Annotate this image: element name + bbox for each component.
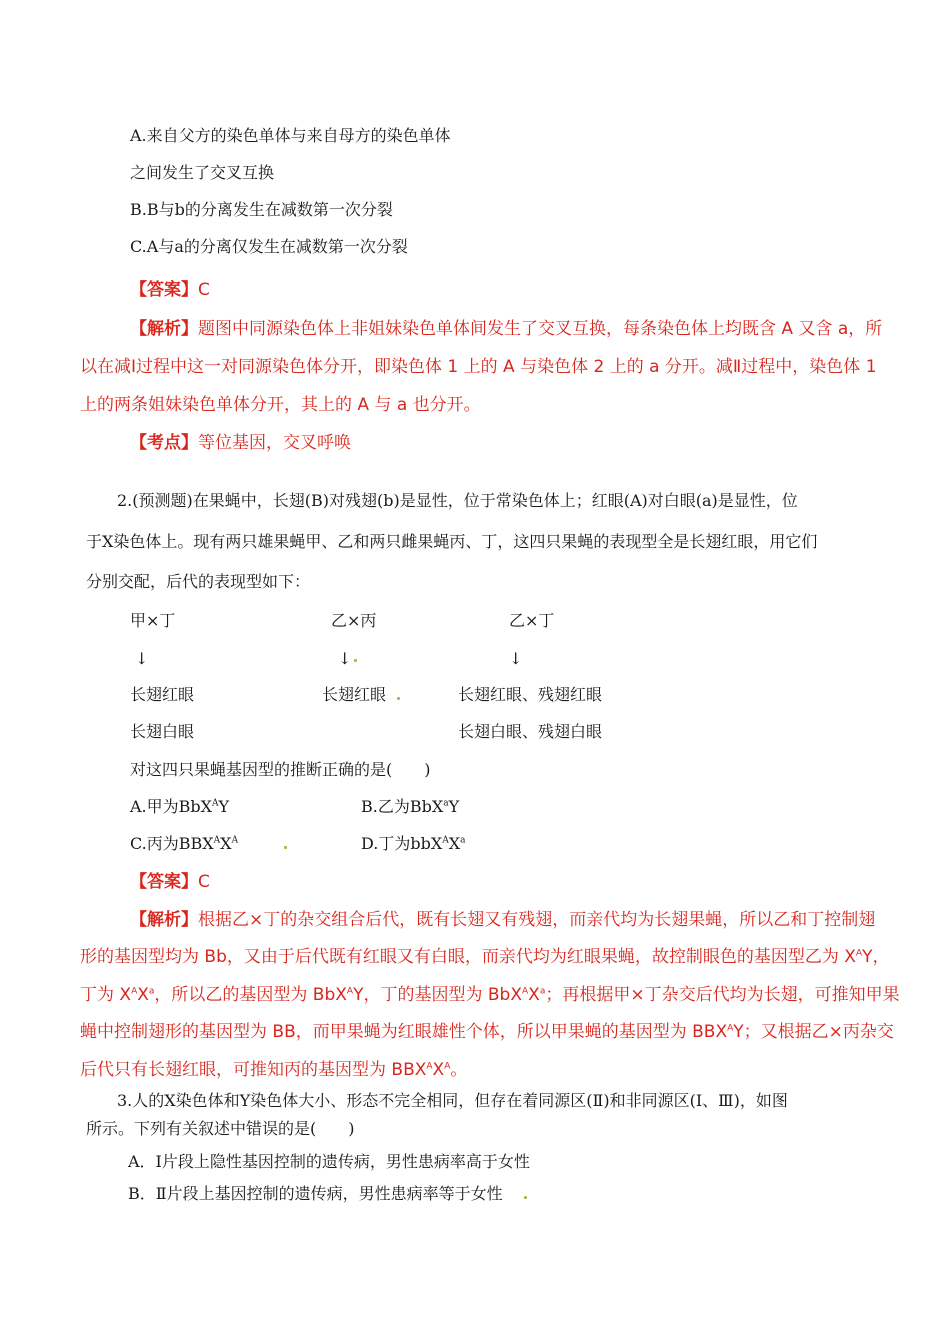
analysis-tag: 【解析】 [130,910,198,930]
cross-1-arrow: ↓ [135,649,149,668]
cross-3-offspring-1: 长翅红眼、残翅红眼 [458,685,603,704]
q1-analysis-line2: 以在减Ⅰ过程中这一对同源染色体分开，即染色体 1 上的 A 与染色体 2 上的 a 分开。减Ⅱ过程中，染色体 1 [80,357,877,377]
stray-dot [524,1196,527,1199]
q2-stem-line2: 于X染色体上。现有两只雄果蝇甲、乙和两只雌果蝇丙、丁，这四只果蝇的表现型全是长翅红眼，用它们 [86,532,818,551]
analysis-tag: 【解析】 [130,319,198,339]
stray-dot [354,659,357,662]
cross-3-offspring-2: 长翅白眼、残翅白眼 [458,722,603,741]
q1-analysis-line1: 【解析】题图中同源染色体上非姐妹染色单体间发生了交叉互换，每条染色体上均既含 A 又含 a，所 [130,319,883,339]
q3-option-a: A．Ⅰ片段上隐性基因控制的遗传病，男性患病率高于女性 [128,1152,530,1171]
stray-dot [284,846,287,849]
q2-analysis-line3: 丁为 $X^AX^a$，所以乙的基因型为 BbX$^A$Y，丁的基因型为 $BbX^AX^a$；再根据甲×丁杂交后代均为长翅，可推知甲果 [80,985,900,1005]
q1-option-b: B.B与b的分离发生在减数第一次分裂 [130,200,393,219]
q1-option-a-line1: A.来自父方的染色单体与来自母方的染色单体 [130,126,451,145]
q1-option-c: C.A与a的分离仅发生在减数第一次分裂 [130,237,408,256]
q2-option-a: A.甲为BbX$^A$Y [130,797,230,816]
q3-stem-line1: 3.人的X染色体和Y染色体大小、形态不完全相同，但存在着同源区(Ⅱ)和非同源区(Ⅰ、Ⅲ)，如图 [117,1091,788,1110]
q2-option-d: D.丁为$bbX^AX^a$ [361,834,466,853]
q2-analysis-line2: 形的基因型均为 Bb，又由于后代既有红眼又有白眼，而亲代均为红眼果蝇，故控制眼色的基因型乙为 $X^AY$， [80,947,890,967]
stray-dot [397,697,400,700]
q2-analysis-line4: 蝇中控制翅形的基因型为 BB，而甲果蝇为红眼雄性个体，所以甲果蝇的基因型为 $BBX^AY$；又根据乙×丙杂交 [80,1022,894,1042]
cross-2-offspring-1: 长翅红眼 [322,685,387,704]
cross-1-offspring-2: 长翅白眼 [130,722,195,741]
cross-2-arrow: ↓ [338,649,352,668]
q1-answer [130,279,210,301]
cross-1-parents: 甲×丁 [130,611,176,630]
cross-2-parents: 乙×丙 [331,611,377,630]
cross-3-arrow: ↓ [509,649,523,668]
q2-answer [130,871,210,893]
q2-stem-line1: 2.(预测题)在果蝇中，长翅(B)对残翅(b)是显性，位于常染色体上；红眼(A)对白眼(a)是显性，位 [117,491,798,510]
answer-value: C [198,872,210,892]
cross-3-parents: 乙×丁 [509,611,555,630]
q2-question: 对这四只果蝇基因型的推断正确的是( ) [130,760,431,779]
q2-stem-line3: 分别交配，后代的表现型如下： [86,572,311,591]
q2-analysis-line5: 后代只有长翅红眼，可推知丙的基因型为 $BBX^AX^A$。 [80,1060,468,1080]
q2-option-b: B.乙为BbX$^a$Y [361,797,460,816]
point-tag: 【考点】 [130,433,198,453]
q3-stem-line2: 所示。下列有关叙述中错误的是( ) [86,1119,355,1138]
cross-1-offspring-1: 长翅红眼 [130,685,195,704]
q2-option-c: C.丙为$BBX^AX^A$ [130,834,239,853]
answer-value: C [198,280,210,300]
answer-tag: 【答案】 [130,872,198,892]
q3-option-b: B．Ⅱ片段上基因控制的遗传病，男性患病率等于女性 [128,1184,503,1203]
q1-option-a-line2: 之间发生了交叉互换 [130,163,275,182]
q1-exam-point: 【考点】等位基因，交叉呼唤 [130,433,351,453]
q2-analysis-line1: 【解析】根据乙×丁的杂交组合后代，既有长翅又有残翅，而亲代均为长翅果蝇，所以乙和丁控制翅 [130,910,876,930]
q1-analysis-line3: 上的两条姐妹染色单体分开，其上的 A 与 a 也分开。 [80,395,481,415]
answer-tag: 【答案】 [130,280,198,300]
